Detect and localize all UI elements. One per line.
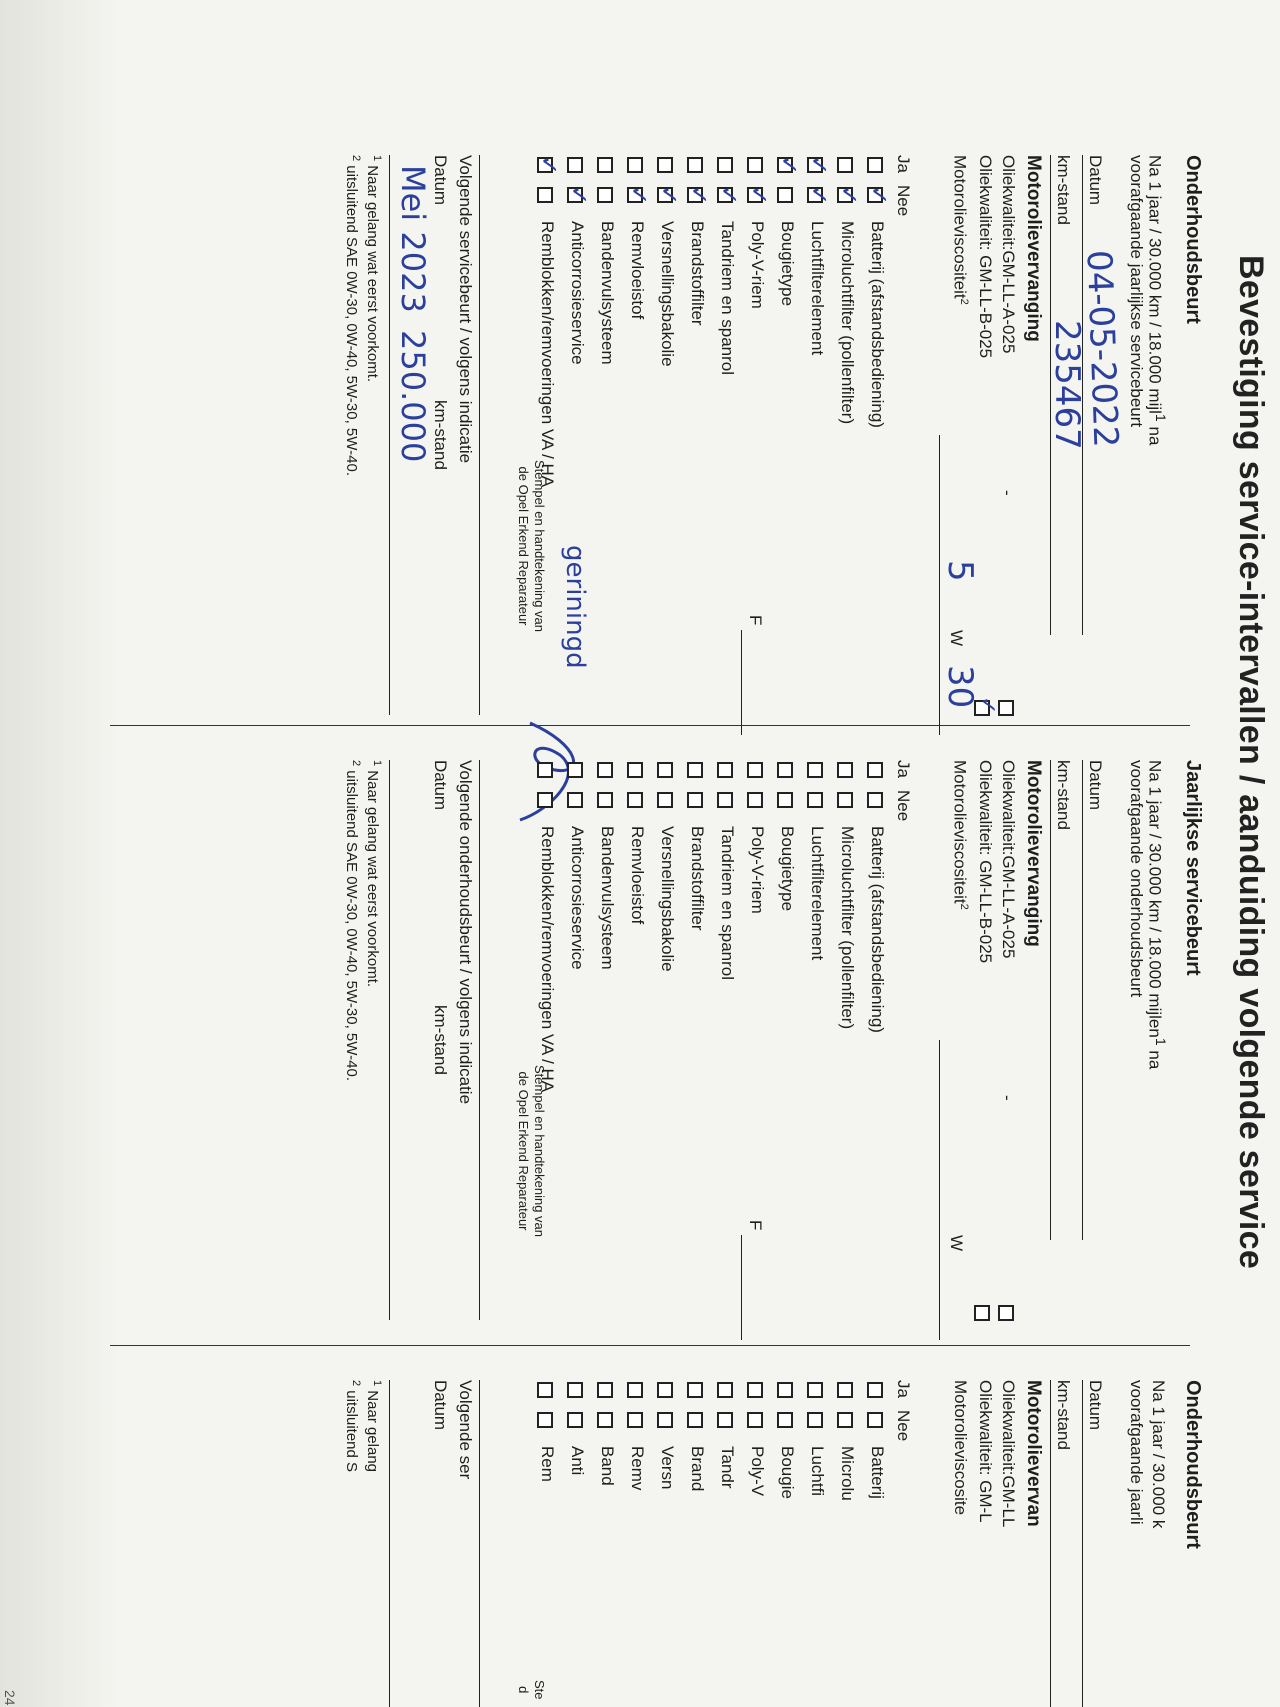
oil-heading: Motorolievervanging [1023,155,1044,342]
ja-checkbox[interactable] [537,1382,553,1398]
checklist-item-label: Luchtfilterelement [808,221,827,356]
column-jaarlijkse-servicebeurt [0,760,1280,1320]
checklist-item-label: Bougietype [778,826,797,912]
oil-quality-a: Oliekwaliteit:GM-LL-A-025 [999,760,1018,959]
nee-checkbox[interactable] [777,187,793,203]
next-service-top-line [479,1380,480,1707]
checklist-item-label: Bandenvulsysteem [598,826,617,970]
next-service-bottom-line [389,155,390,715]
oil-b-checkbox[interactable] [974,1305,990,1321]
ja-checkbox[interactable] [777,1382,793,1398]
check-mark: ✓ [655,185,683,206]
nee-checkbox[interactable] [777,792,793,808]
ja-checkbox[interactable] [597,157,613,173]
checklist-item-label: Microlu [838,1446,857,1501]
checklist-item-label: Remvloeistof [628,826,647,925]
oil-heading: Motorolievervan [1023,1380,1044,1527]
ja-checkbox[interactable] [567,762,583,778]
ja-checkbox[interactable] [627,1382,643,1398]
checklist-item-label: Remblokken/remvoeringen VA / HA [538,221,557,488]
nee-label: Nee [894,185,913,217]
handwritten-datum: 04-05-2022 [1078,249,1126,449]
checklist-item-label: Rem [538,1446,557,1482]
column-heading: Jaarlijkse servicebeurt [1182,760,1204,976]
next-km-label: km-stand [431,400,450,470]
check-mark: ✓ [835,185,863,206]
ja-checkbox[interactable] [567,1382,583,1398]
visc-w: W [947,630,966,647]
ja-checkbox[interactable] [747,1382,763,1398]
nee-checkbox[interactable] [687,792,703,808]
checklist-item-label: Versnellingsbakolie [658,221,677,367]
checklist-item-label: Versn [658,1446,677,1490]
ja-checkbox[interactable] [687,157,703,173]
nee-checkbox[interactable] [867,792,883,808]
checklist-item-label: Tandr [718,1446,737,1489]
nee-label: Nee [894,790,913,822]
ja-checkbox[interactable] [837,1382,853,1398]
handwritten-visc-right: 30 [940,665,980,709]
handwritten-next-km: 250.000 [394,330,432,463]
checklist-item-label: Bandenvulsysteem [598,221,617,365]
next-datum-label: Datum [431,155,450,206]
checklist-item-label: Bougietype [778,221,797,307]
handwritten-next-datum: Mei 2023 [394,165,432,313]
column-divider [110,725,1190,726]
checklist-item-label: Brandstoffilter [688,826,707,931]
nee-checkbox[interactable] [747,1412,763,1428]
handwritten-stamp-word: geriningd [560,545,590,669]
check-mark: ✓ [715,185,743,206]
ja-label: Ja [894,1380,913,1398]
checklist-item-label: Remvloeistof [628,221,647,320]
ja-checkbox[interactable] [687,1382,703,1398]
next-service-label: Volgende ser [456,1380,475,1480]
checklist-item-label: Batterij (afstandsbediening) [868,221,887,428]
next-service-bottom-line [389,760,390,1320]
datum-line [1082,760,1083,1240]
oil-viscosity-label: Motorolieviscositeit$^2$ [950,760,970,910]
nee-checkbox[interactable] [747,792,763,808]
footnote-2: $^2$ uitsluitend SAE 0W-30, 0W-40, 5W-30, 5W-40. [343,760,362,1081]
check-mark: ✓ [805,185,833,206]
oil-a-checkbox[interactable] [998,700,1014,716]
f-label: F [746,615,765,626]
check-mark: ✓ [775,155,803,176]
f-label: F [746,1220,765,1231]
ja-checkbox[interactable] [657,1382,673,1398]
checklist-item-label: Luchtfilterelement [808,826,827,961]
ja-checkbox[interactable] [807,762,823,778]
oil-heading: Motorolievervanging [1023,760,1044,947]
oil-viscosity-label: Motorolieviscosite [951,1380,970,1516]
column-heading: Onderhoudsbeurt [1182,1380,1204,1549]
ja-checkbox[interactable] [567,157,583,173]
ja-checkbox[interactable] [867,762,883,778]
checklist-item-label: Microluchtfilter (pollenfilter) [838,221,857,425]
nee-checkbox[interactable] [567,792,583,808]
check-mark: ✓ [685,185,713,206]
column-divider [110,1345,1190,1346]
nee-checkbox[interactable] [777,1412,793,1428]
nee-checkbox[interactable] [717,792,733,808]
checklist-item-label: Remblokken/remvoeringen VA / HA [538,826,557,1093]
intro-text: Na 1 jaar / 30.000 km / 18.000 mijlen$^1$ na [1145,760,1168,1070]
checklist-item-label: Tandriem en spanrol [718,221,737,376]
stamp-caption: Ste d [516,1680,547,1700]
f-line [741,1235,742,1340]
checklist-item-label: Remv [628,1446,647,1491]
page-title: Bevestiging service-intervallen / aanduiding volgende service [1232,255,1270,1270]
nee-checkbox[interactable] [537,187,553,203]
oil-quality-b: Oliekwaliteit: GM-L [976,1380,995,1523]
handwritten-km: 235467 [1047,320,1087,450]
ja-checkbox[interactable] [717,1382,733,1398]
ja-checkbox[interactable] [627,157,643,173]
intro-text-2: voorafgaande jaarlijkse servicebeurt [1127,155,1146,428]
next-service-top-line [479,760,480,1320]
ja-checkbox[interactable] [717,157,733,173]
checklist-item-label: Luchtfi [808,1446,827,1497]
check-mark: ✓ [975,696,1000,715]
ja-checkbox[interactable] [627,762,643,778]
checklist-item-label: Versnellingsbakolie [658,826,677,972]
ja-label: Ja [894,760,913,778]
nee-checkbox[interactable] [867,1412,883,1428]
km-line [1050,760,1051,1240]
checklist-item-label: Tandriem en spanrol [718,826,737,981]
intro-text: Na 1 jaar / 30.000 km / 18.000 mijl$^1$ na [1145,155,1168,446]
footnote-1: $^1$ Naar gelang wat eerst voorkomt. [364,760,383,988]
footnote-1: $^1$ Naar gelang wat eerst voorkomt. [364,155,383,383]
ja-checkbox[interactable] [717,762,733,778]
nee-checkbox[interactable] [687,1412,703,1428]
check-mark: ✓ [865,185,893,206]
oil-viscosity-label: Motorolieviscositeit$^2$ [950,155,970,305]
oil-quality-a: Oliekwaliteit:GM-LL [999,1380,1018,1528]
nee-checkbox[interactable] [657,1412,673,1428]
column-onderhoudsbeurt [0,155,1280,715]
ja-checkbox[interactable] [777,762,793,778]
column-onderhoudsbeurt-partial [0,1380,1280,1707]
checklist-item-label: Anticorrosieservice [568,221,587,365]
datum-label: Datum [1086,1380,1105,1431]
dash: - [998,1095,1017,1101]
stamp-caption: Stempel en handtekening van de Opel Erkend Reparateur [516,460,547,633]
oil-a-checkbox[interactable] [998,1305,1014,1321]
footnote-2: $^2$ uitsluitend SAE 0W-30, 0W-40, 5W-30, 5W-40. [343,155,362,476]
next-service-label: Volgende servicebeurt / volgens indicatie [456,155,475,464]
nee-checkbox[interactable] [597,187,613,203]
ja-checkbox[interactable] [867,157,883,173]
checklist-item-label: Band [598,1446,617,1486]
next-service-bottom-line [389,1380,390,1707]
km-label: km-stand [1054,1380,1073,1450]
checklist-item-label: Anticorrosieservice [568,826,587,970]
column-heading: Onderhoudsbeurt [1182,155,1204,324]
ja-checkbox[interactable] [837,762,853,778]
checklist-item-label: Batterij [868,1446,887,1499]
ja-checkbox[interactable] [657,762,673,778]
next-service-top-line [479,155,480,715]
nee-checkbox[interactable] [567,1412,583,1428]
checklist-item-label: Anti [568,1446,587,1476]
nee-checkbox[interactable] [537,792,553,808]
check-mark: ✓ [805,155,833,176]
next-service-label: Volgende onderhoudsbeurt / volgens indicatie [456,760,475,1105]
intro-text: Na 1 jaar / 30.000 k [1149,1380,1168,1529]
nee-checkbox[interactable] [597,792,613,808]
datum-line [1082,1380,1083,1707]
ja-checkbox[interactable] [807,1382,823,1398]
next-km-label: km-stand [431,1005,450,1075]
viscosity-line [939,1040,940,1340]
km-label: km-stand [1054,760,1073,830]
ja-checkbox[interactable] [597,762,613,778]
nee-checkbox[interactable] [627,792,643,808]
nee-label: Nee [894,1410,913,1442]
ja-checkbox[interactable] [687,762,703,778]
checklist-item-label: Poly-V-riem [748,826,767,914]
nee-checkbox[interactable] [627,1412,643,1428]
oil-quality-b: Oliekwaliteit: GM-LL-B-025 [976,155,995,359]
nee-checkbox[interactable] [837,792,853,808]
datum-label: Datum [1086,155,1105,206]
next-datum-label: Datum [431,760,450,811]
km-line [1050,1380,1051,1707]
ja-checkbox[interactable] [597,1382,613,1398]
nee-checkbox[interactable] [837,1412,853,1428]
intro-text-2: voorafgaande jaarli [1127,1380,1146,1525]
nee-checkbox[interactable] [717,1412,733,1428]
intro-text-2: voorafgaande onderhoudsbeurt [1127,760,1146,998]
ja-label: Ja [894,155,913,173]
datum-label: Datum [1086,760,1105,811]
page-number: 24 [2,1690,18,1706]
handwritten-visc-left: 5 [940,560,980,582]
check-mark: ✓ [625,185,653,206]
nee-checkbox[interactable] [537,1412,553,1428]
footnote-1: $^1$ Naar gelang [364,1380,383,1473]
oil-quality-a: Oliekwaliteit:GM-LL-A-025 [999,155,1018,354]
checklist-item-label: Batterij (afstandsbediening) [868,826,887,1033]
ja-checkbox[interactable] [537,762,553,778]
footnote-2: $^2$ uitsluitend S [343,1380,362,1473]
ja-checkbox[interactable] [867,1382,883,1398]
ja-checkbox[interactable] [747,762,763,778]
oil-quality-b: Oliekwaliteit: GM-LL-B-025 [976,760,995,964]
visc-w: W [947,1235,966,1252]
check-mark: ✓ [565,185,593,206]
nee-checkbox[interactable] [657,792,673,808]
nee-checkbox[interactable] [807,792,823,808]
nee-checkbox[interactable] [807,1412,823,1428]
stamp-caption: Stempel en handtekening van de Opel Erkend Reparateur [516,1065,547,1238]
km-label: km-stand [1054,155,1073,225]
checklist-item-label: Poly-V [748,1446,767,1497]
checklist-item-label: Brand [688,1446,707,1492]
ja-checkbox[interactable] [747,157,763,173]
dash: - [998,490,1017,496]
checklist-item-label: Poly-V-riem [748,221,767,309]
checklist-item-label: Brandstoffilter [688,221,707,326]
next-datum-label: Datum [431,1380,450,1431]
ja-checkbox[interactable] [837,157,853,173]
nee-checkbox[interactable] [597,1412,613,1428]
check-mark: ✓ [745,185,773,206]
checklist-item-label: Microluchtfilter (pollenfilter) [838,826,857,1030]
checklist-item-label: Bougie [778,1446,797,1499]
f-line [741,630,742,735]
check-mark: ✓ [535,155,563,176]
ja-checkbox[interactable] [657,157,673,173]
